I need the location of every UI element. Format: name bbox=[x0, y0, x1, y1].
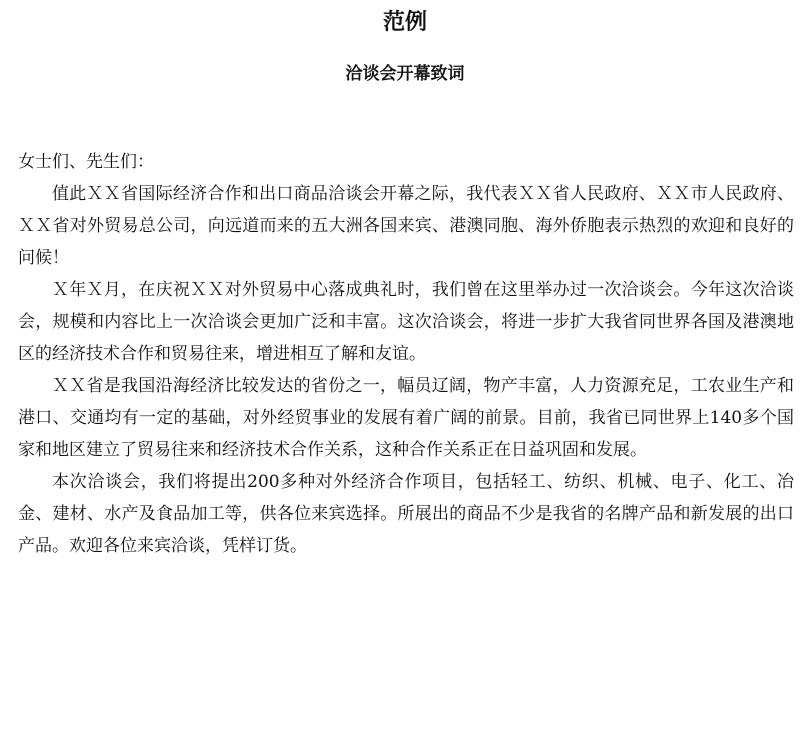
speech-body bbox=[18, 146, 794, 562]
paragraph-1: 值此ＸＸ省国际经济合作和出口商品洽谈会开幕之际，我代表ＸＸ省人民政府、ＸＸ市人民政府、ＸＸ省对外贸易总公司，向远道而来的五大洲各国来宾、港澳同胞、海外侨胞表示热烈的欢迎和良好的问候！ bbox=[18, 184, 794, 268]
document-title: 范例 bbox=[382, 9, 427, 35]
paragraph-2: Ｘ年Ｘ月，在庆祝ＸＸ对外贸易中心落成典礼时，我们曾在这里举办过一次洽谈会。今年这次洽谈会，规模和内容比上一次洽谈会更加广泛和丰富。这次洽谈会，将进一步扩大我省同世界各国及港澳地区的经济技术合作和贸易往来，增进相互了解和友谊。 bbox=[18, 280, 794, 364]
document-subtitle: 洽谈会开幕致词 bbox=[345, 64, 465, 84]
paragraph-4: 本次洽谈会，我们将提出200多种对外经济合作项目，包括轻工、纺织、机械、电子、化工、冶金、建材、水产及食品加工等，供各位来宾选择。所展出的商品不少是我省的名牌产品和新发展的出口产品。欢迎各位来宾洽谈，凭样订货。 bbox=[18, 472, 794, 556]
salutation: 女士们、先生们： bbox=[18, 152, 154, 172]
paragraph-3: ＸＸ省是我国沿海经济比较发达的省份之一，幅员辽阔，物产丰富，人力资源充足，工农业生产和港口、交通均有一定的基础，对外经贸事业的发展有着广阔的前景。目前，我省已同世界上140多个国家和地区建立了贸易往来和经济技术合作关系，这种合作关系正在日益巩固和发展。 bbox=[18, 376, 794, 460]
